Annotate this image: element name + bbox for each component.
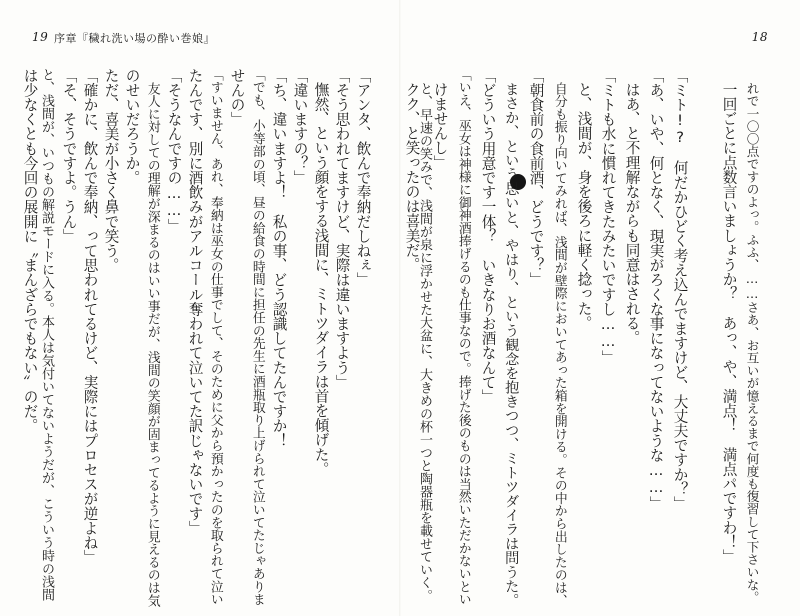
text-line: 「そうなんですの……」 (165, 68, 183, 234)
text-line: 自分も振り向いてみれば、浅間が壁際においてあった箱を開ける。その中から出したのは、 (551, 82, 567, 607)
text-line: 憮然、という顔をする浅間に、ミトツダイラは首を傾げた。 (312, 82, 330, 477)
text-line: 「いえ、巫女は神様に御神酒捧げるのも仕事なので。捧げた後のものは当然いただかないとい (455, 68, 471, 606)
text-line: のせいだろうか。 (123, 68, 141, 185)
text-line: 「違いますの？」 (291, 68, 309, 185)
text-line: 「ミトも水に慣れてきたみたいですし……」 (599, 68, 617, 365)
text-line: 「確かに、飲んで奉納、って思われてるけど、実際にはプロセスが逆よね」 (81, 68, 99, 565)
text-line: まさか、という思いと、やはり、という観念を抱きつつ、ミトツダイラは問うた。 (503, 82, 520, 608)
text-line: たんです、別に酒飲みがアルコール奪われて泣いてた訳じゃないです」 (186, 68, 204, 536)
right-page-number: 18 (751, 30, 768, 44)
text-line: 「そ、そうですよ。うん」 (60, 68, 78, 244)
text-line: 「ち、違いますよ！ 私の事、どう認識してたんですか！ (270, 68, 288, 448)
text-line: クク、と笑ったのは喜美だ。 (403, 82, 421, 272)
text-line: ただ、喜美が小さく鼻で笑う。 (102, 68, 120, 273)
text-line: は少なくとも今回の展開に〝まんざらでもない〟のだ。 (21, 68, 39, 433)
running-head: 序章『穢れ洗い場の酔い巻娘』 (54, 32, 215, 45)
text-line: はあ、と不理解ながらも同意はされる。 (623, 82, 641, 345)
text-line: せんの」 (228, 68, 246, 127)
text-line: れで一〇〇点ですのよっ。ふふ、……さあ、お互いが憶えるまで何度も復習して下さいな。 (744, 82, 760, 604)
left-page-number: 19 (32, 30, 49, 44)
text-line: 「あ、いや、何となく、現実がろくな事になってないような……」 (647, 68, 665, 511)
text-line: 友人に対しての理解が深まるのはいい事だが、浅間の笑顔が固まってるように見えるのは気 (144, 82, 160, 607)
text-line: と、早速の笑みで、浅間が泉に浮かせた大盆に、大きめの杯一つと陶器瓶を載せていく。 (417, 82, 432, 602)
text-line: 「朝食前の食前酒、どうです？」 (527, 68, 545, 287)
text-line: 「アンタ、飲んで奉納だしねぇ」 (354, 68, 372, 287)
text-line: 一回ごとに点数言いましょうか？ あっ、や、満点！ 満点パですわ！」 (720, 82, 738, 564)
text-line: 「ミト!? 何だかひどく考え込んでますけど、大丈夫ですか？」 (671, 68, 689, 511)
text-line: と、浅間が、身を後ろに軽く捻った。 (575, 82, 593, 331)
text-line: 「どういう用意です一体？ いきなりお酒なんて」 (479, 68, 497, 404)
text-line: 「でも、小等部の頃、昼の給食の時間に担任の先生に酒瓶取り上げられて泣いてたじゃありま (249, 68, 265, 606)
text-line: と、浅間が、いつもの解説モードに入る。本人は気付いてないようだが、こういう時の浅間 (39, 68, 54, 601)
text-line: 「そう思われてますけど、実際は違いますよう」 (333, 68, 351, 390)
page-gutter (399, 0, 401, 616)
text-line: けませんし」 (431, 82, 449, 170)
text-line: 「すいません、あれ、奉納は巫女の仕事でして、そのために父から預かったのを取られて泣い (207, 68, 223, 606)
